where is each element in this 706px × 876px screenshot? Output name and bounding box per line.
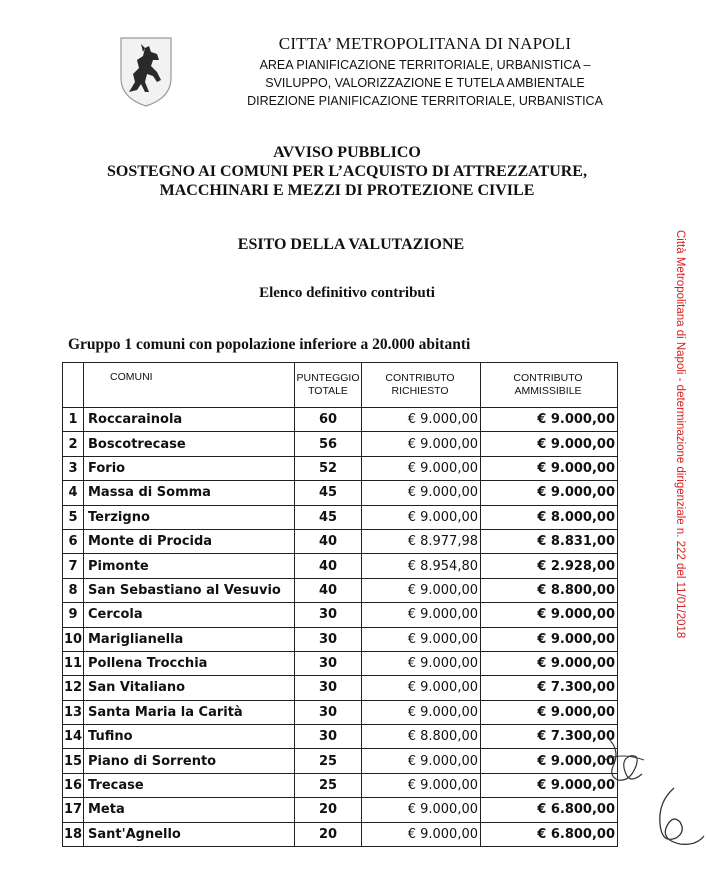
row-number: 8 xyxy=(63,578,84,602)
comune-name: Trecase xyxy=(84,773,295,797)
department-line-2: SVILUPPO, VALORIZZAZIONE E TUTELA AMBIENTALE xyxy=(265,76,585,90)
row-number: 4 xyxy=(63,481,84,505)
table-row xyxy=(63,456,618,480)
total-score: 20 xyxy=(295,822,362,846)
row-number: 11 xyxy=(63,651,84,675)
comune-name: Massa di Somma xyxy=(84,481,295,505)
requested-contribution: € 8.800,00 xyxy=(362,725,481,749)
table-row xyxy=(63,529,618,553)
row-number: 3 xyxy=(63,456,84,480)
notice-subtitle-2: MACCHINARI E MEZZI DI PROTEZIONE CIVILE xyxy=(159,182,535,199)
admissible-contribution: € 9.000,00 xyxy=(481,432,618,456)
total-score: 40 xyxy=(295,529,362,553)
row-number: 12 xyxy=(63,676,84,700)
total-score: 30 xyxy=(295,627,362,651)
header-number xyxy=(63,363,84,408)
table-row xyxy=(63,651,618,675)
total-score: 25 xyxy=(295,749,362,773)
comune-name: Santa Maria la Carità xyxy=(84,700,295,724)
table-row xyxy=(63,725,618,749)
notice-title: AVVISO PUBBLICO xyxy=(273,144,421,161)
table-row xyxy=(63,603,618,627)
comune-name: Roccarainola xyxy=(84,408,295,432)
comune-name: Sant'Agnello xyxy=(84,822,295,846)
institution-title: CITTA’ METROPOLITANA DI NAPOLI xyxy=(278,34,572,53)
row-number: 5 xyxy=(63,505,84,529)
requested-contribution: € 9.000,00 xyxy=(362,456,481,480)
total-score: 30 xyxy=(295,603,362,627)
table-row xyxy=(63,408,618,432)
table-header-row xyxy=(63,363,618,408)
requested-contribution: € 9.000,00 xyxy=(362,505,481,529)
admissible-contribution: € 6.800,00 xyxy=(481,798,618,822)
requested-contribution: € 9.000,00 xyxy=(362,773,481,797)
total-score: 30 xyxy=(295,651,362,675)
table-row xyxy=(63,627,618,651)
total-score: 52 xyxy=(295,456,362,480)
row-number: 18 xyxy=(63,822,84,846)
section-title: ESITO DELLA VALUTAZIONE xyxy=(237,236,465,253)
admissible-contribution: € 9.000,00 xyxy=(481,456,618,480)
requested-contribution: € 9.000,00 xyxy=(362,578,481,602)
comune-name: San Sebastiano al Vesuvio xyxy=(84,578,295,602)
admissible-contribution: € 9.000,00 xyxy=(481,408,618,432)
requested-contribution: € 9.000,00 xyxy=(362,627,481,651)
row-number: 7 xyxy=(63,554,84,578)
comune-name: Pimonte xyxy=(84,554,295,578)
table-row xyxy=(63,676,618,700)
group-heading: Gruppo 1 comuni con popolazione inferiore a 20.000 abitanti xyxy=(68,336,471,353)
row-number: 16 xyxy=(63,773,84,797)
total-score: 60 xyxy=(295,408,362,432)
comune-name: San Vitaliano xyxy=(84,676,295,700)
requested-contribution: € 9.000,00 xyxy=(362,432,481,456)
requested-contribution: € 9.000,00 xyxy=(362,481,481,505)
total-score: 45 xyxy=(295,505,362,529)
admissible-contribution: € 8.000,00 xyxy=(481,505,618,529)
table-row xyxy=(63,798,618,822)
table-row xyxy=(63,554,618,578)
admissible-contribution: € 2.928,00 xyxy=(481,554,618,578)
row-number: 1 xyxy=(63,408,84,432)
admissible-contribution: € 9.000,00 xyxy=(481,627,618,651)
table-row xyxy=(63,578,618,602)
admissible-contribution: € 6.800,00 xyxy=(481,822,618,846)
header-requested: CONTRIBUTO RICHIESTO xyxy=(362,363,481,408)
admissible-contribution: € 9.000,00 xyxy=(481,651,618,675)
admissible-contribution: € 7.300,00 xyxy=(481,725,618,749)
table-row xyxy=(63,749,618,773)
total-score: 30 xyxy=(295,725,362,749)
requested-contribution: € 8.977,98 xyxy=(362,529,481,553)
row-number: 9 xyxy=(63,603,84,627)
row-number: 17 xyxy=(63,798,84,822)
total-score: 40 xyxy=(295,578,362,602)
table-row xyxy=(63,432,618,456)
admissible-contribution: € 7.300,00 xyxy=(481,676,618,700)
horse-coat-of-arms-icon xyxy=(115,34,177,108)
requested-contribution: € 9.000,00 xyxy=(362,603,481,627)
handwritten-signature-icon xyxy=(640,782,706,852)
comune-name: Forio xyxy=(84,456,295,480)
table-row xyxy=(63,481,618,505)
comune-name: Meta xyxy=(84,798,295,822)
table-row xyxy=(63,700,618,724)
department-line-1: AREA PIANIFICAZIONE TERRITORIALE, URBANISTICA – xyxy=(259,58,591,72)
table-row xyxy=(63,822,618,846)
comune-name: Mariglianella xyxy=(84,627,295,651)
requested-contribution: € 9.000,00 xyxy=(362,749,481,773)
header-score: PUNTEGGIO TOTALE xyxy=(295,363,362,408)
row-number: 6 xyxy=(63,529,84,553)
admissible-contribution: € 9.000,00 xyxy=(481,603,618,627)
row-number: 10 xyxy=(63,627,84,651)
total-score: 30 xyxy=(295,676,362,700)
total-score: 45 xyxy=(295,481,362,505)
requested-contribution: € 9.000,00 xyxy=(362,651,481,675)
comune-name: Terzigno xyxy=(84,505,295,529)
total-score: 25 xyxy=(295,773,362,797)
comune-name: Cercola xyxy=(84,603,295,627)
row-number: 14 xyxy=(63,725,84,749)
admissible-contribution: € 9.000,00 xyxy=(481,773,618,797)
admissible-contribution: € 9.000,00 xyxy=(481,749,618,773)
total-score: 20 xyxy=(295,798,362,822)
comune-name: Pollena Trocchia xyxy=(84,651,295,675)
contributions-table xyxy=(62,362,618,847)
header-comuni: COMUNI xyxy=(84,363,295,408)
handwritten-signature-icon xyxy=(600,730,646,790)
requested-contribution: € 9.000,00 xyxy=(362,798,481,822)
requested-contribution: € 9.000,00 xyxy=(362,700,481,724)
registration-stamp: Città Metropolitana di Napoli - determinazione dirigenziale n. 222 del 11/01/2018 xyxy=(674,230,686,639)
total-score: 40 xyxy=(295,554,362,578)
comune-name: Monte di Procida xyxy=(84,529,295,553)
requested-contribution: € 8.954,80 xyxy=(362,554,481,578)
total-score: 30 xyxy=(295,700,362,724)
comune-name: Piano di Sorrento xyxy=(84,749,295,773)
requested-contribution: € 9.000,00 xyxy=(362,676,481,700)
department-line-3: DIREZIONE PIANIFICAZIONE TERRITORIALE, URBANISTICA xyxy=(247,94,603,108)
admissible-contribution: € 8.800,00 xyxy=(481,578,618,602)
admissible-contribution: € 9.000,00 xyxy=(481,481,618,505)
header-admissible: CONTRIBUTO AMMISSIBILE xyxy=(481,363,618,408)
admissible-contribution: € 8.831,00 xyxy=(481,529,618,553)
comune-name: Tufino xyxy=(84,725,295,749)
row-number: 15 xyxy=(63,749,84,773)
notice-subtitle-1: SOSTEGNO AI COMUNI PER L’ACQUISTO DI ATTREZZATURE, xyxy=(107,163,587,180)
table-row xyxy=(63,505,618,529)
row-number: 13 xyxy=(63,700,84,724)
comune-name: Boscotrecase xyxy=(84,432,295,456)
row-number: 2 xyxy=(63,432,84,456)
table-row xyxy=(63,773,618,797)
total-score: 56 xyxy=(295,432,362,456)
list-title: Elenco definitivo contributi xyxy=(259,285,435,301)
admissible-contribution: € 9.000,00 xyxy=(481,700,618,724)
requested-contribution: € 9.000,00 xyxy=(362,408,481,432)
requested-contribution: € 9.000,00 xyxy=(362,822,481,846)
